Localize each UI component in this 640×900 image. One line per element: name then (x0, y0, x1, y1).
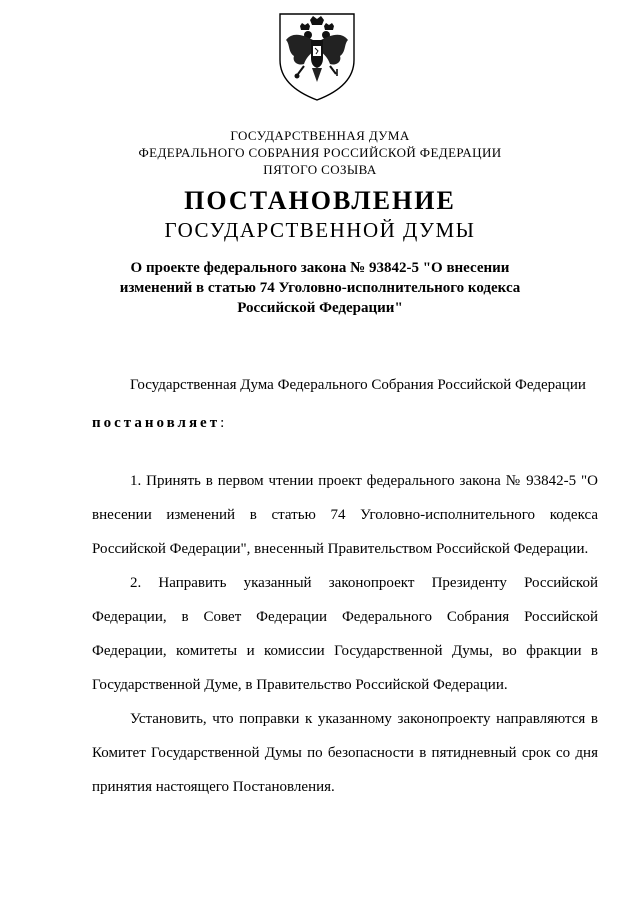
item-1-paragraph: 1. Принять в первом чтении проект федерального закона № 93842-5 "О внесении изменений в статью 74 Уголовно-исполнительного кодекса Российской Федерации", внесенный Правительством Российской Федерации. (92, 473, 598, 557)
subject-line-2: изменений в статью 74 Уголовно-исполнительного кодекса (119, 280, 521, 296)
document-body (92, 368, 598, 804)
document-subtitle: ГОСУДАРСТВЕННОЙ ДУМЫ (164, 218, 476, 242)
document-header (0, 127, 640, 178)
header-line-3: ПЯТОГО СОЗЫВА (263, 162, 377, 177)
item-3-paragraph: Установить, что поправки к указанному законопроекту направляются в Комитет Государственной Думы по безопасности в пятидневный срок со дня принятия настоящего Постановления. (92, 711, 598, 795)
subject-line-1: О проекте федерального закона № 93842-5 "О внесении (130, 260, 510, 276)
eagle-icon (276, 10, 358, 102)
intro-paragraph: Государственная Дума Федерального Собрания Российской Федерации (130, 377, 586, 393)
document-subject (110, 258, 530, 318)
document-title: ПОСТАНОВЛЕНИЕ (184, 186, 456, 215)
header-line-2: ФЕДЕРАЛЬНОГО СОБРАНИЯ РОССИЙСКОЙ ФЕДЕРАЦИИ (138, 145, 502, 160)
decrees-paragraph (92, 406, 598, 440)
header-line-1: ГОСУДАРСТВЕННАЯ ДУМА (230, 128, 410, 143)
subject-line-3: Российской Федерации" (237, 300, 403, 316)
item-2-paragraph: 2. Направить указанный законопроект Президенту Российской Федерации, в Совет Федерации Федерального Собрания Российской Федерации, комитеты и комиссии Государственной Думы, во фракции в Государственной Думе, в Правительство Российской Федерации. (92, 575, 598, 693)
decrees-colon: : (220, 415, 225, 431)
decrees-word: постановляет (92, 415, 221, 431)
coat-of-arms-emblem (276, 10, 358, 102)
